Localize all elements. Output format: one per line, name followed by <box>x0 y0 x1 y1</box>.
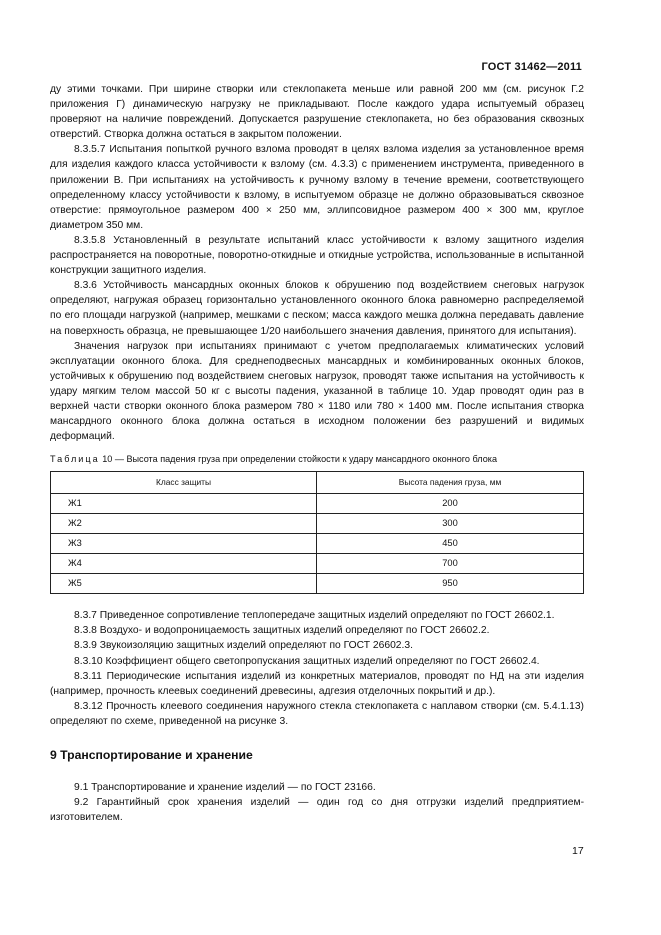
paragraph-8-3-9: 8.3.9 Звукоизоляцию защитных изделий определяют по ГОСТ 26602.3. <box>74 640 413 652</box>
table-header-row <box>51 472 584 494</box>
protection-class-cell: Ж5 <box>51 574 317 594</box>
paragraph-load-values: Значения нагрузок при испытаниях принимают с учетом предполагаемых климатических условий эксплуатации оконного блока. Для среднеподвесных мансардных и комбинированных оконных блоков, устойчивых к обрушению под воздействием снеговых нагрузок, проводят также испытания на устойчивость к удару мягким телом массой 50 кг с высоты падения, указанной в таблице 10. Удар проводят один раз в верхней части створки оконного блока размером 780 × 1180 или 780 × 1400 мм. После испытания створка мансардного оконного блока должна остаться в исходном положении без разрушений и видимых деформаций. <box>50 340 584 443</box>
table-caption <box>50 453 584 465</box>
protection-class-cell: Ж1 <box>51 494 317 514</box>
paragraph-8-3-12: 8.3.12 Прочность клеевого соединения наружного стекла стеклопакета с наплавом створки (см. 5.4.1.13) определяют по схеме, приведенной на рисунке 3. <box>50 700 584 727</box>
table-row <box>51 534 584 554</box>
table-row <box>51 514 584 534</box>
column-header-class: Класс защиты <box>51 472 317 494</box>
paragraph-8-3-11: 8.3.11 Периодические испытания изделий из конкретных материалов, проводят по НД на эти изделия (например, прочность клеевых соединений древесины, адгезия отделочных покрытий и др.). <box>50 670 584 697</box>
drop-height-cell: 200 <box>317 494 584 514</box>
paragraph-8-3-10: 8.3.10 Коэффициент общего светопропускания защитных изделий определяют по ГОСТ 26602.4. <box>74 655 540 667</box>
paragraph-8-3-8: 8.3.8 Воздухо- и водопроницаемость защитных изделий определяют по ГОСТ 26602.2. <box>74 625 490 637</box>
paragraph-8-3-6: 8.3.6 Устойчивость мансардных оконных блоков к обрушению под воздействием снеговых нагрузок определяют, нагружая образец горизонтально установленного оконного блока равномерно распределяемой по его площади нагрузкой (например, мешками с песком; масса каждого мешка должна передавать давление на поверхность образца, не превышающее 1/20 наибольшего значения давления, принятого для испытания). <box>50 280 584 337</box>
drop-height-cell: 450 <box>317 534 584 554</box>
drop-height-cell: 950 <box>317 574 584 594</box>
paragraph-8-3-5-8: 8.3.5.8 Установленный в результате испытаний класс устойчивости к взлому защитного изделия распространяется на поворотные, поворотно-откидные и откидные устройства, использованные в испытанной конструкции защитного изделия. <box>50 234 584 277</box>
drop-height-cell: 300 <box>317 514 584 534</box>
paragraph-8-3-5-7: 8.3.5.7 Испытания попыткой ручного взлома проводят в целях взлома изделия за установленное время для изделия каждого класса устойчивости к взлому (см. 4.3.3) с применением инструмента, приведенного в приложении В. При испытаниях на устойчивость к ручному взлому в течение времени, соответствующего определенному классу устойчивости к взлому, в испытуемом образце не должно образовываться сквозное отверстие: прямоугольное размером 400 × 250 мм, эллипсовидное размером 400 × 300 мм, круглое диаметром 350 мм. <box>50 144 584 231</box>
paragraph-9-2: 9.2 Гарантийный срок хранения изделий — один год со дня отгрузки изделий предприятием-изготовителем. <box>50 797 584 824</box>
table-row <box>51 494 584 514</box>
protection-class-cell: Ж3 <box>51 534 317 554</box>
column-header-height: Высота падения груза, мм <box>317 472 584 494</box>
drop-height-table <box>50 471 584 594</box>
paragraph-continuation: ду этими точками. При ширине створки или стеклопакета меньше или равной 200 мм (см. рисунок Г.2 приложения Г) динамическую нагрузку не прикладывают. После каждого удара испытуемый образец проверяют на наличие повреждений. Допускается разрушение стеклопакета, но без образования сквозных отверстий. Створка должна остаться в закрытом положении. <box>50 84 584 141</box>
paragraph-9-1: 9.1 Транспортирование и хранение изделий — по ГОСТ 23166. <box>74 782 376 794</box>
drop-height-cell: 700 <box>317 554 584 574</box>
protection-class-cell: Ж2 <box>51 514 317 534</box>
page-content <box>50 82 584 825</box>
standard-code: ГОСТ 31462—2011 <box>481 61 582 73</box>
page-number: 17 <box>572 845 584 857</box>
table-row <box>51 554 584 574</box>
table-caption-text: 10 — Высота падения груза при определении стойкости к удару мансардного оконного блока <box>102 454 498 465</box>
table-caption-label: Таблица <box>50 454 100 465</box>
table-row <box>51 574 584 594</box>
paragraph-8-3-7: 8.3.7 Приведенное сопротивление теплопередаче защитных изделий определяют по ГОСТ 26602.1. <box>74 610 555 622</box>
section-9-title: 9 Транспортирование и хранение <box>50 748 253 762</box>
protection-class-cell: Ж4 <box>51 554 317 574</box>
